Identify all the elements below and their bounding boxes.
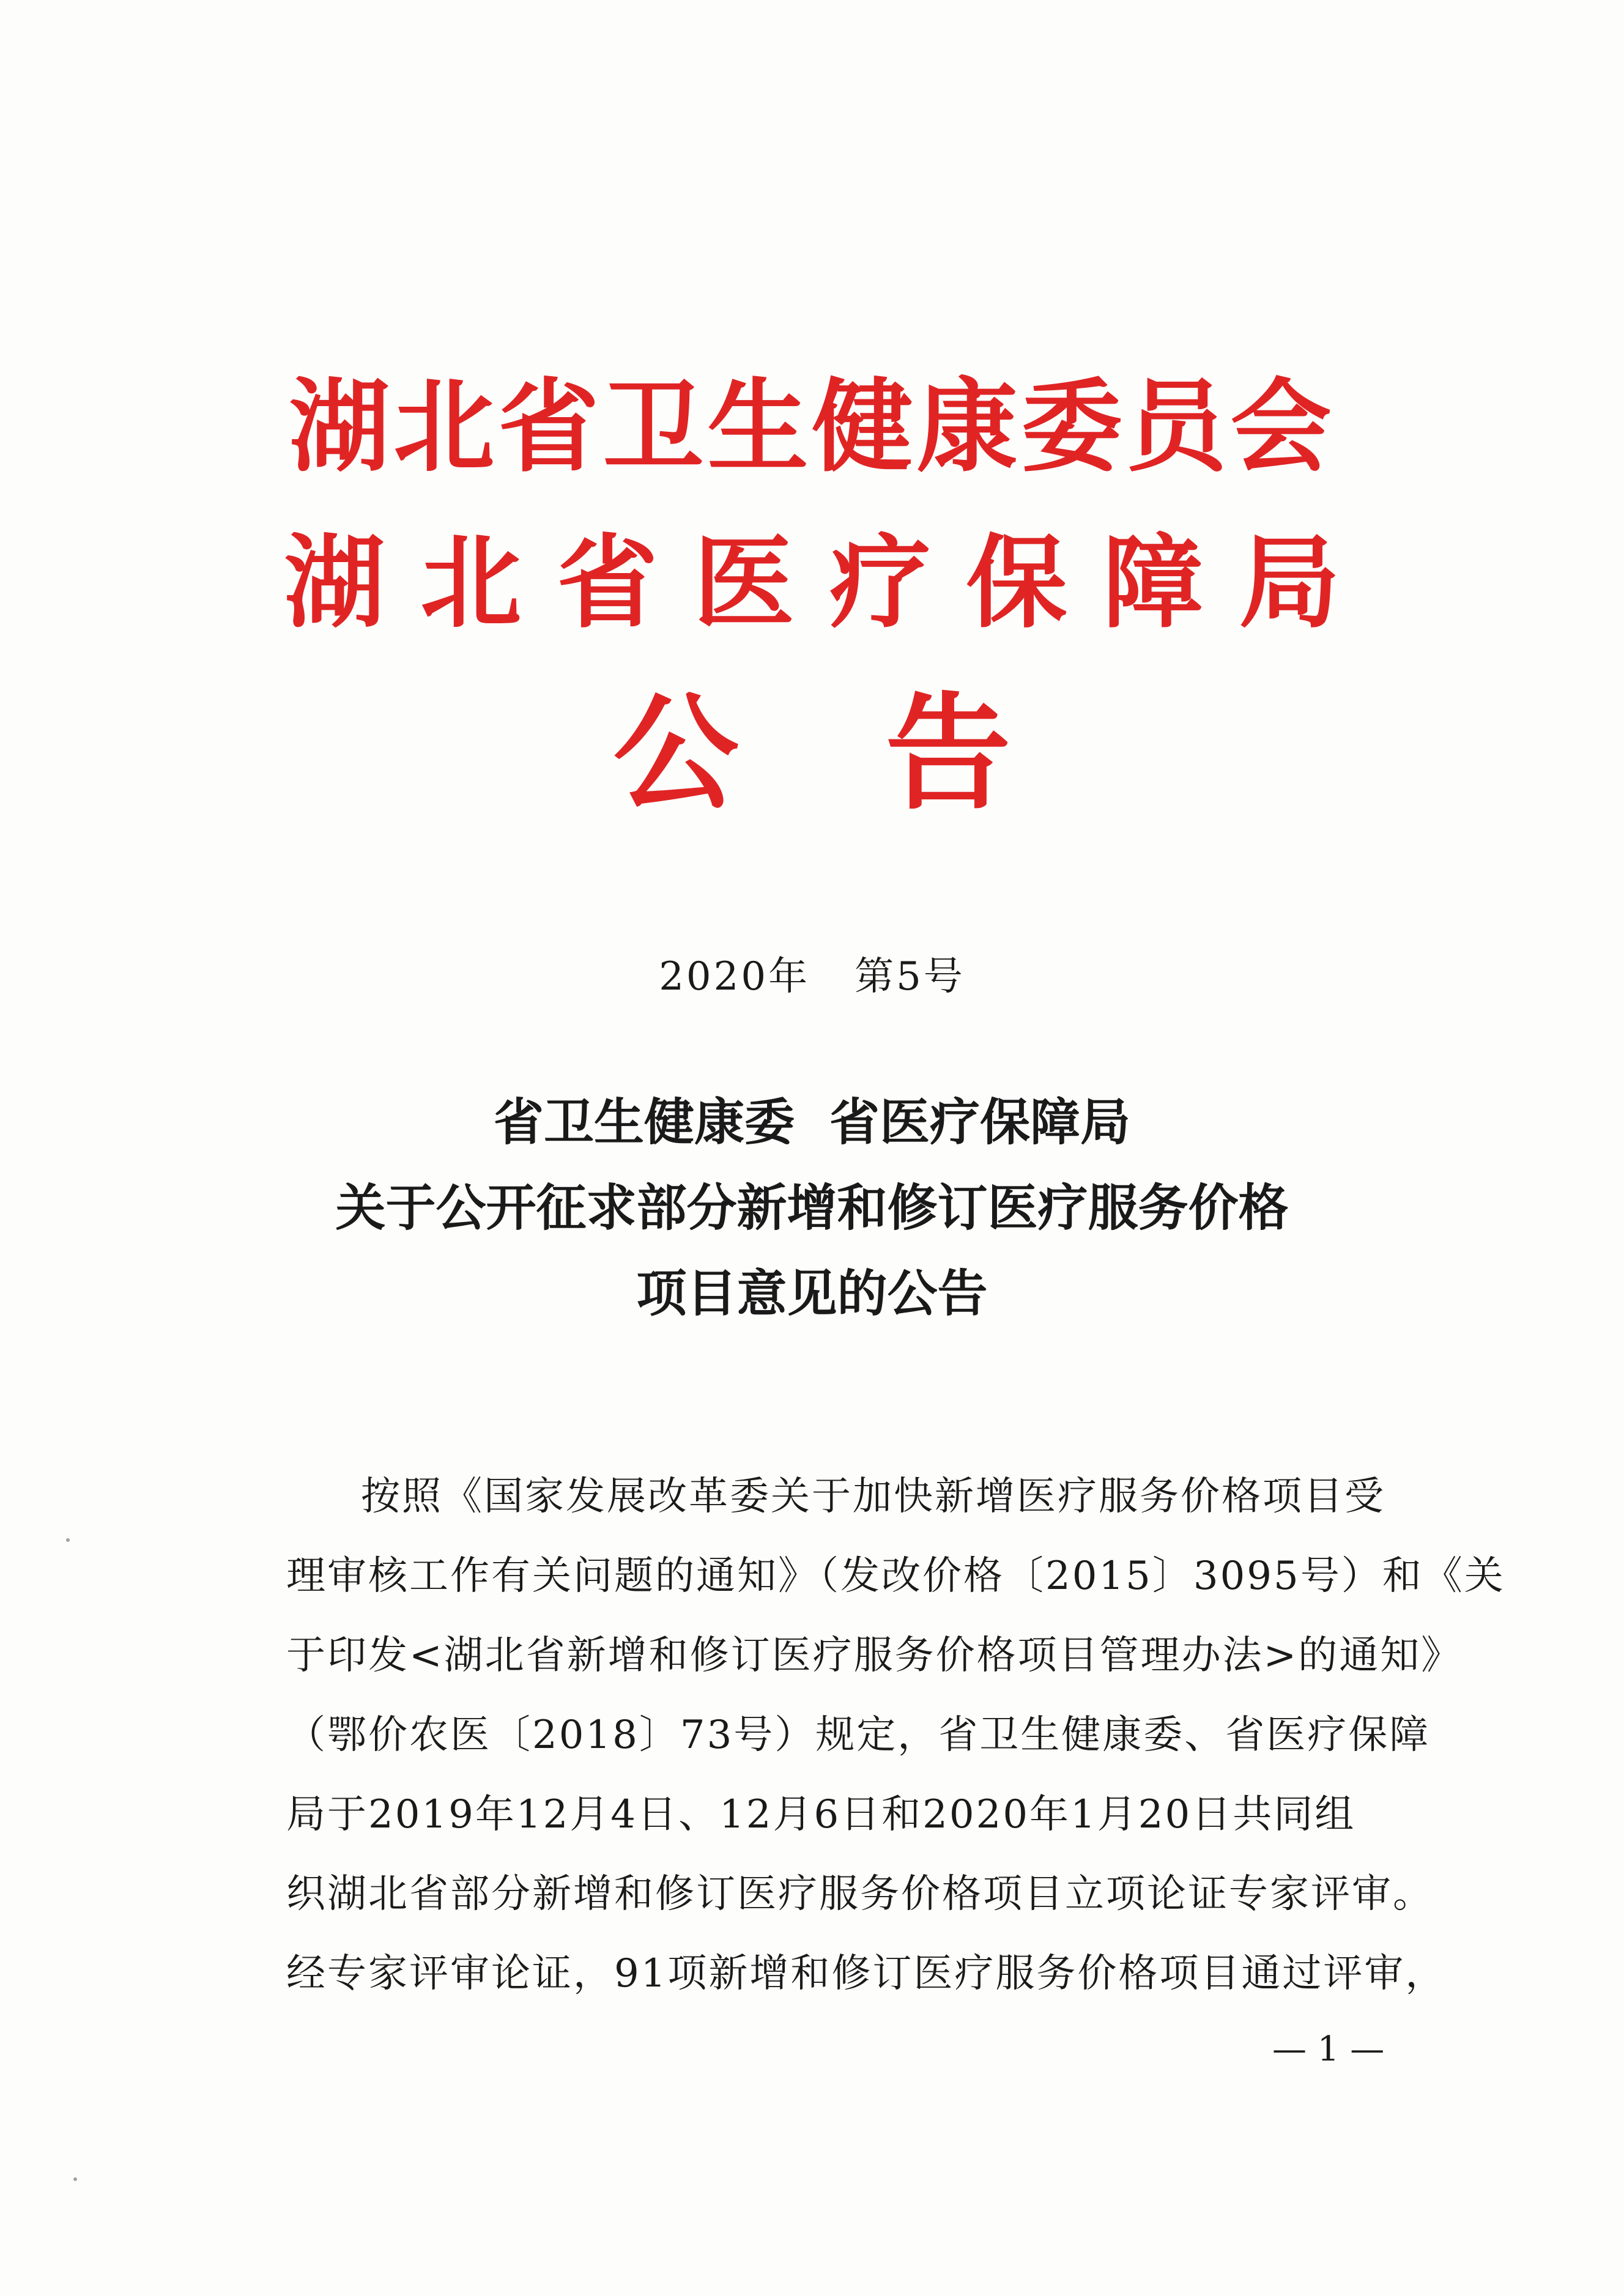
document-title-line-1: 省卫生健康委 省医疗保障局 (493, 1094, 1131, 1152)
document-number: 2020年 第5号 (659, 954, 965, 999)
body-text-line: 经专家评审论证，91项新增和修订医疗服务价格项目通过评审， (286, 1951, 1447, 1996)
issuer-name-health-commission: 湖北省卫生健康委员会 (289, 367, 1335, 486)
announcement-heading: 公告 (613, 680, 1158, 827)
body-text-line: 理审核工作有关问题的通知》（发改价格〔2015〕3095号）和《关 (286, 1554, 1505, 1599)
body-text-line: 局于2019年12月4日、12月6日和2020年1月20日共同组 (286, 1792, 1356, 1837)
body-text-line: 按照《国家发展改革委关于加快新增医疗服务价格项目受 (361, 1474, 1385, 1519)
body-text-line: （鄂价农医〔2018〕73号）规定，省卫生健康委、省医疗保障 (286, 1713, 1431, 1758)
document-title-line-2: 关于公开征求部分新增和修订医疗服务价格 (335, 1179, 1289, 1237)
issuer-name-medical-security-bureau: 湖北省医疗保障局 (284, 523, 1376, 642)
document-title-line-3: 项目意见的公告 (636, 1265, 988, 1323)
scan-speck (73, 2177, 77, 2181)
body-text-line: 织湖北省部分新增和修订医疗服务价格项目立项论证专家评审。 (286, 1872, 1434, 1917)
page-number: — 1 — (1272, 2029, 1385, 2069)
scan-speck (66, 1538, 70, 1542)
body-text-line: 于印发<湖北省新增和修订医疗服务价格项目管理办法>的通知》 (286, 1633, 1463, 1678)
